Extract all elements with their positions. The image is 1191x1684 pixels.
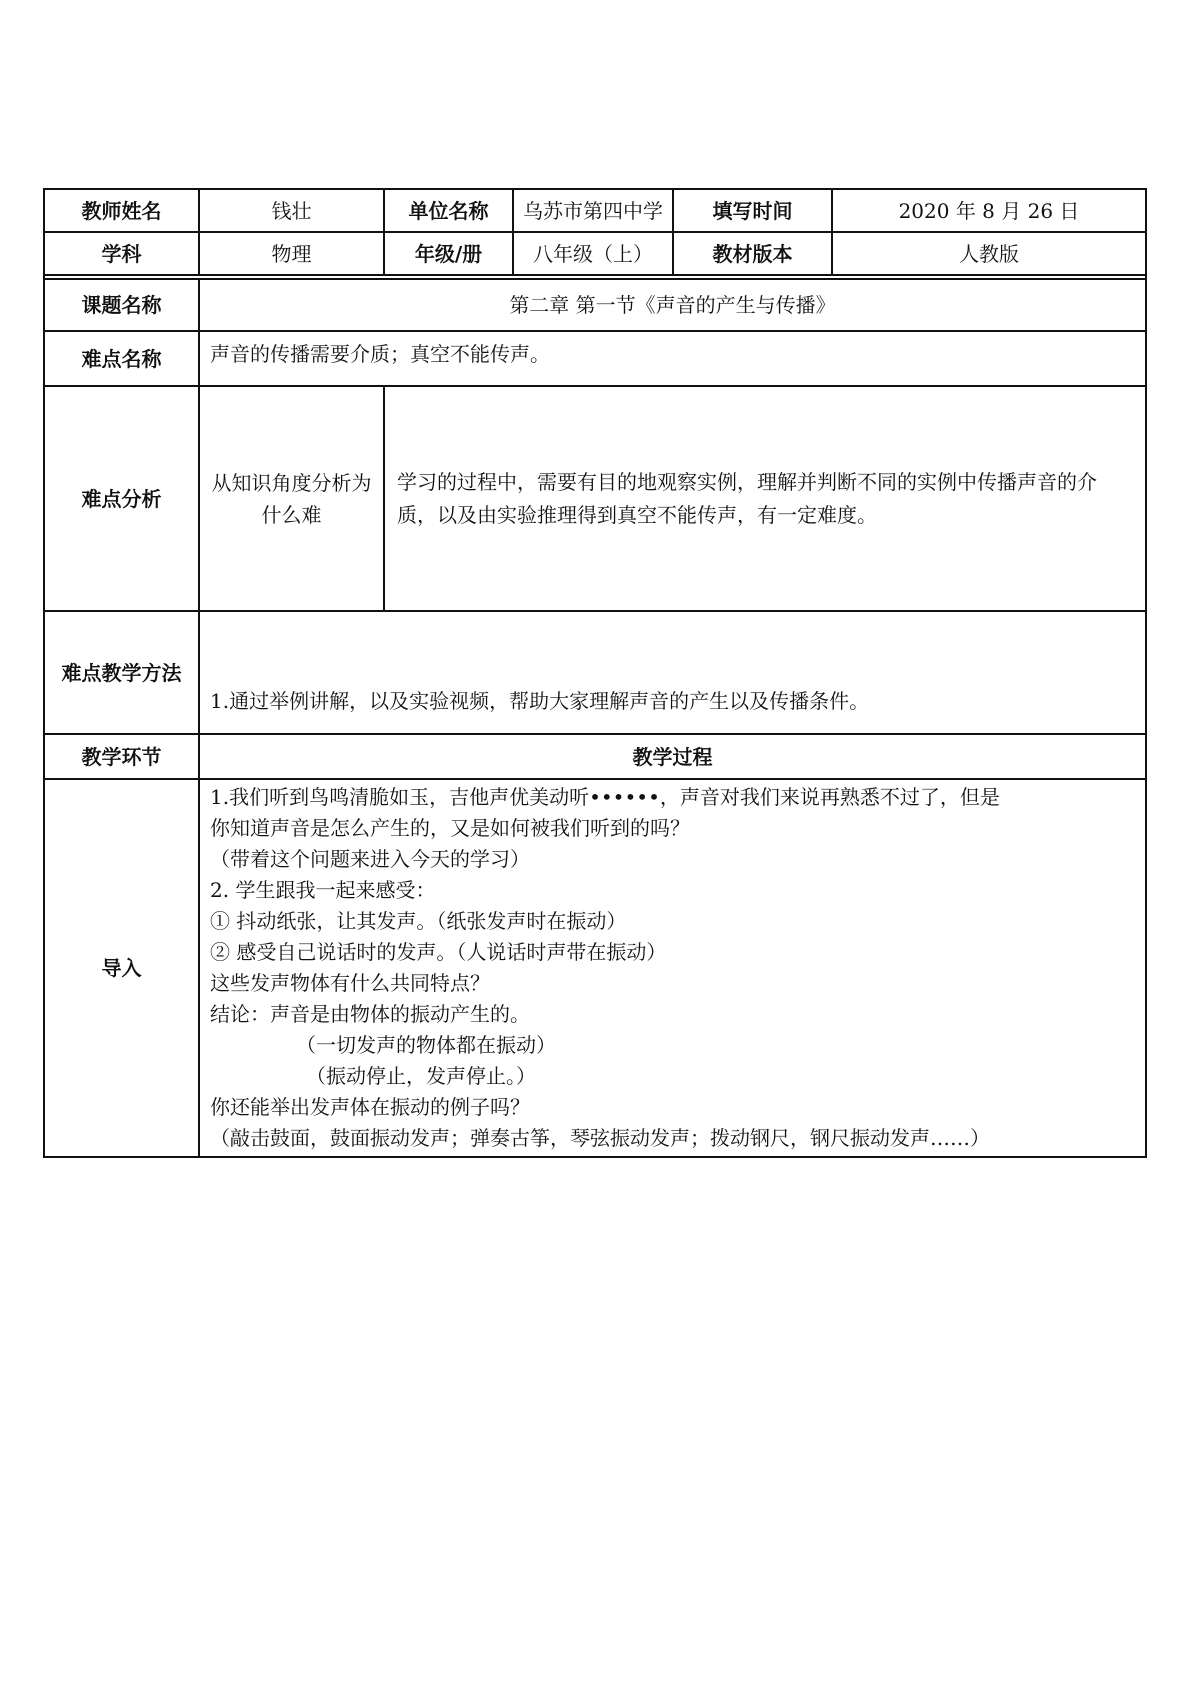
intro-stage-label: 导入 xyxy=(44,779,199,1157)
process-line: 你还能举出发声体在振动的例子吗？ xyxy=(210,1095,530,1119)
process-label: 教学过程 xyxy=(199,734,1146,779)
process-line: （一切发声的物体都在振动） xyxy=(296,1033,556,1057)
unit-name-value: 乌苏市第四中学 xyxy=(513,189,673,232)
intro-content xyxy=(199,779,1146,1157)
analysis-question: 从知识角度分析为什么难 xyxy=(199,386,384,611)
subject-label: 学科 xyxy=(44,232,199,275)
method-row xyxy=(44,611,1146,734)
process-line: （带着这个问题来进入今天的学习） xyxy=(210,847,530,871)
edition-value: 人教版 xyxy=(832,232,1146,275)
difficulty-label: 难点名称 xyxy=(44,331,199,386)
process-line: （敲击鼓面，鼓面振动发声；弹奏古筝，琴弦振动发声；拨动钢尺，钢尺振动发声……） xyxy=(210,1126,990,1150)
edition-label: 教材版本 xyxy=(673,232,832,275)
analysis-label: 难点分析 xyxy=(44,386,199,611)
subject-value: 物理 xyxy=(199,232,384,275)
process-line: 结论：声音是由物体的振动产生的。 xyxy=(210,1002,530,1026)
analysis-answer: 学习的过程中，需要有目的地观察实例，理解并判断不同的实例中传播声音的介质，以及由实验推理得到真空不能传声，有一定难度。 xyxy=(384,386,1146,611)
analysis-row xyxy=(44,386,1146,611)
process-line: 2. 学生跟我一起来感受： xyxy=(210,878,436,902)
section-label: 教学环节 xyxy=(44,734,199,779)
method-value: 1.通过举例讲解，以及实验视频，帮助大家理解声音的产生以及传播条件。 xyxy=(199,611,1146,734)
fill-date-label: 填写时间 xyxy=(673,189,832,232)
topic-label: 课题名称 xyxy=(44,279,199,331)
intro-row xyxy=(44,779,1146,1157)
process-line: （振动停止，发声停止。） xyxy=(306,1064,536,1088)
unit-name-label: 单位名称 xyxy=(384,189,513,232)
teacher-name-label: 教师姓名 xyxy=(44,189,199,232)
difficulty-value: 声音的传播需要介质；真空不能传声。 xyxy=(199,331,1146,386)
topic-value: 第二章 第一节《声音的产生与传播》 xyxy=(199,279,1146,331)
grade-value: 八年级（上） xyxy=(513,232,673,275)
process-line: ① 抖动纸张，让其发声。（纸张发声时在振动） xyxy=(210,909,627,933)
process-line: 1.我们听到鸟鸣清脆如玉，吉他声优美动听••••••，声音对我们来说再熟悉不过了，但是 xyxy=(210,785,1000,809)
difficulty-row xyxy=(44,331,1146,386)
topic-row xyxy=(44,279,1146,331)
header-row-2 xyxy=(44,232,1146,275)
header-row-1 xyxy=(44,189,1146,232)
process-header-row xyxy=(44,734,1146,779)
process-line: 这些发声物体有什么共同特点？ xyxy=(210,971,490,995)
method-label: 难点教学方法 xyxy=(44,611,199,734)
fill-date-value: 2020 年 8 月 26 日 xyxy=(832,189,1146,232)
teacher-name-value: 钱壮 xyxy=(199,189,384,232)
lesson-plan-table xyxy=(43,188,1147,1158)
grade-label: 年级/册 xyxy=(384,232,513,275)
process-line: 你知道声音是怎么产生的，又是如何被我们听到的吗？ xyxy=(210,816,690,840)
process-line: ② 感受自己说话时的发声。（人说话时声带在振动） xyxy=(210,940,667,964)
